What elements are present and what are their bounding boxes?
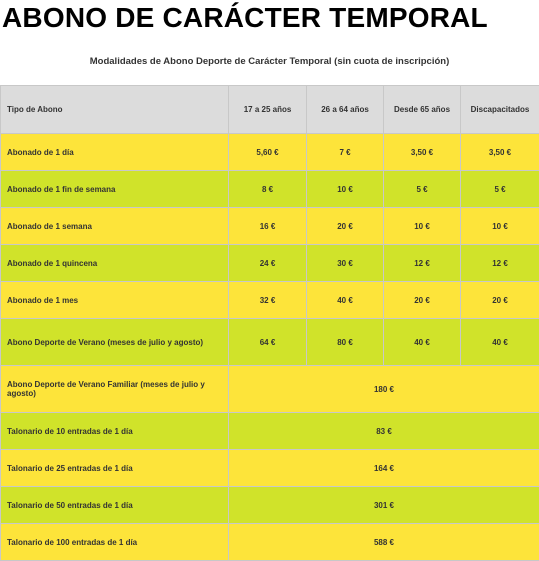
row-label: Abonado de 1 semana (1, 208, 229, 245)
price-cell: 12 € (384, 245, 461, 282)
price-cell: 24 € (229, 245, 307, 282)
table-row (1, 487, 539, 524)
table-row (1, 319, 539, 366)
price-cell: 180 € (229, 366, 539, 413)
price-cell: 40 € (307, 282, 384, 319)
price-cell: 83 € (229, 413, 539, 450)
price-cell: 10 € (461, 208, 539, 245)
table-row (1, 134, 539, 171)
price-cell: 164 € (229, 450, 539, 487)
price-cell: 20 € (461, 282, 539, 319)
price-cell: 3,50 € (384, 134, 461, 171)
price-cell: 20 € (384, 282, 461, 319)
header-tipo-de-abono: Tipo de Abono (1, 86, 229, 134)
page-title: ABONO DE CARÁCTER TEMPORAL (2, 2, 488, 34)
price-cell: 8 € (229, 171, 307, 208)
table-row (1, 171, 539, 208)
price-cell: 588 € (229, 524, 539, 561)
price-cell: 7 € (307, 134, 384, 171)
price-cell: 3,50 € (461, 134, 539, 171)
price-cell: 10 € (307, 171, 384, 208)
table-row (1, 413, 539, 450)
row-label: Talonario de 100 entradas de 1 día (1, 524, 229, 561)
table-header-row (1, 86, 539, 134)
price-cell: 301 € (229, 487, 539, 524)
price-cell: 12 € (461, 245, 539, 282)
header-26-64: 26 a 64 años (307, 86, 384, 134)
table-row (1, 366, 539, 413)
price-cell: 30 € (307, 245, 384, 282)
header-desde-65: Desde 65 años (384, 86, 461, 134)
price-cell: 40 € (461, 319, 539, 366)
pricing-table (0, 85, 539, 561)
row-label: Abonado de 1 quincena (1, 245, 229, 282)
price-cell: 80 € (307, 319, 384, 366)
price-cell: 5 € (384, 171, 461, 208)
price-cell: 10 € (384, 208, 461, 245)
price-cell: 20 € (307, 208, 384, 245)
row-label: Talonario de 25 entradas de 1 día (1, 450, 229, 487)
table-subtitle: Modalidades de Abono Deporte de Carácter Temporal (sin cuota de inscripción) (0, 56, 539, 67)
price-cell: 32 € (229, 282, 307, 319)
price-cell: 16 € (229, 208, 307, 245)
table-row (1, 245, 539, 282)
row-label: Abonado de 1 mes (1, 282, 229, 319)
price-cell: 5,60 € (229, 134, 307, 171)
row-label: Abonado de 1 fin de semana (1, 171, 229, 208)
table-row (1, 282, 539, 319)
price-cell: 5 € (461, 171, 539, 208)
header-discapacitados: Discapacitados (461, 86, 539, 134)
price-cell: 64 € (229, 319, 307, 366)
row-label: Talonario de 50 entradas de 1 día (1, 487, 229, 524)
row-label: Abono Deporte de Verano Familiar (meses de julio y agosto) (1, 366, 229, 413)
table-row (1, 450, 539, 487)
row-label: Talonario de 10 entradas de 1 día (1, 413, 229, 450)
header-17-25: 17 a 25 años (229, 86, 307, 134)
row-label: Abono Deporte de Verano (meses de julio y agosto) (1, 319, 229, 366)
table-row (1, 208, 539, 245)
table-row (1, 524, 539, 561)
price-cell: 40 € (384, 319, 461, 366)
row-label: Abonado de 1 día (1, 134, 229, 171)
